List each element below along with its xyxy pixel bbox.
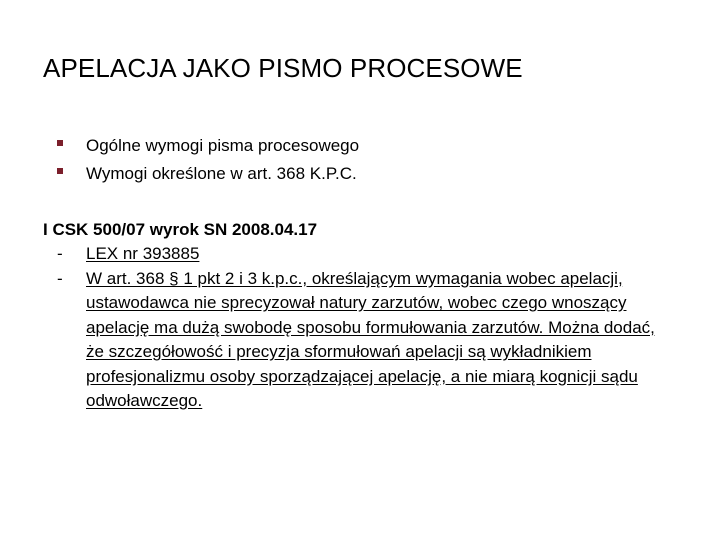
bullet-text: Ogólne wymogi pisma procesowego xyxy=(86,136,360,155)
list-item xyxy=(55,242,656,267)
dash-marker: - xyxy=(57,268,63,288)
square-bullet-icon xyxy=(57,140,63,146)
bullet-text: Wymogi określone w art. 368 K.P.C. xyxy=(86,164,357,183)
judgment-excerpt-link[interactable]: W art. 368 § 1 pkt 2 i 3 k.p.c., określającym wymagania wobec apelacji, ustawodawca nie sprecyzował natury zarzutów, wobec czego wnoszący apelację ma dużą swobodę sposobu formułowania zarzutów. Można dodać, że szczegółowość i precyzja sformułowań apelacji są wykładnikiem profesjonalizmu osoby sporządzającej apelację, a nie miarą kognicji sądu odwoławczego. xyxy=(86,268,655,410)
square-bullet-icon xyxy=(57,168,63,174)
dash-list xyxy=(55,242,656,414)
list-item xyxy=(55,267,656,414)
lex-reference-link[interactable]: LEX nr 393885 xyxy=(86,244,200,263)
case-reference-heading: I CSK 500/07 wyrok SN 2008.04.17 xyxy=(43,220,318,239)
page-title: APELACJA JAKO PISMO PROCESOWE xyxy=(43,53,523,83)
dash-marker: - xyxy=(57,244,63,263)
